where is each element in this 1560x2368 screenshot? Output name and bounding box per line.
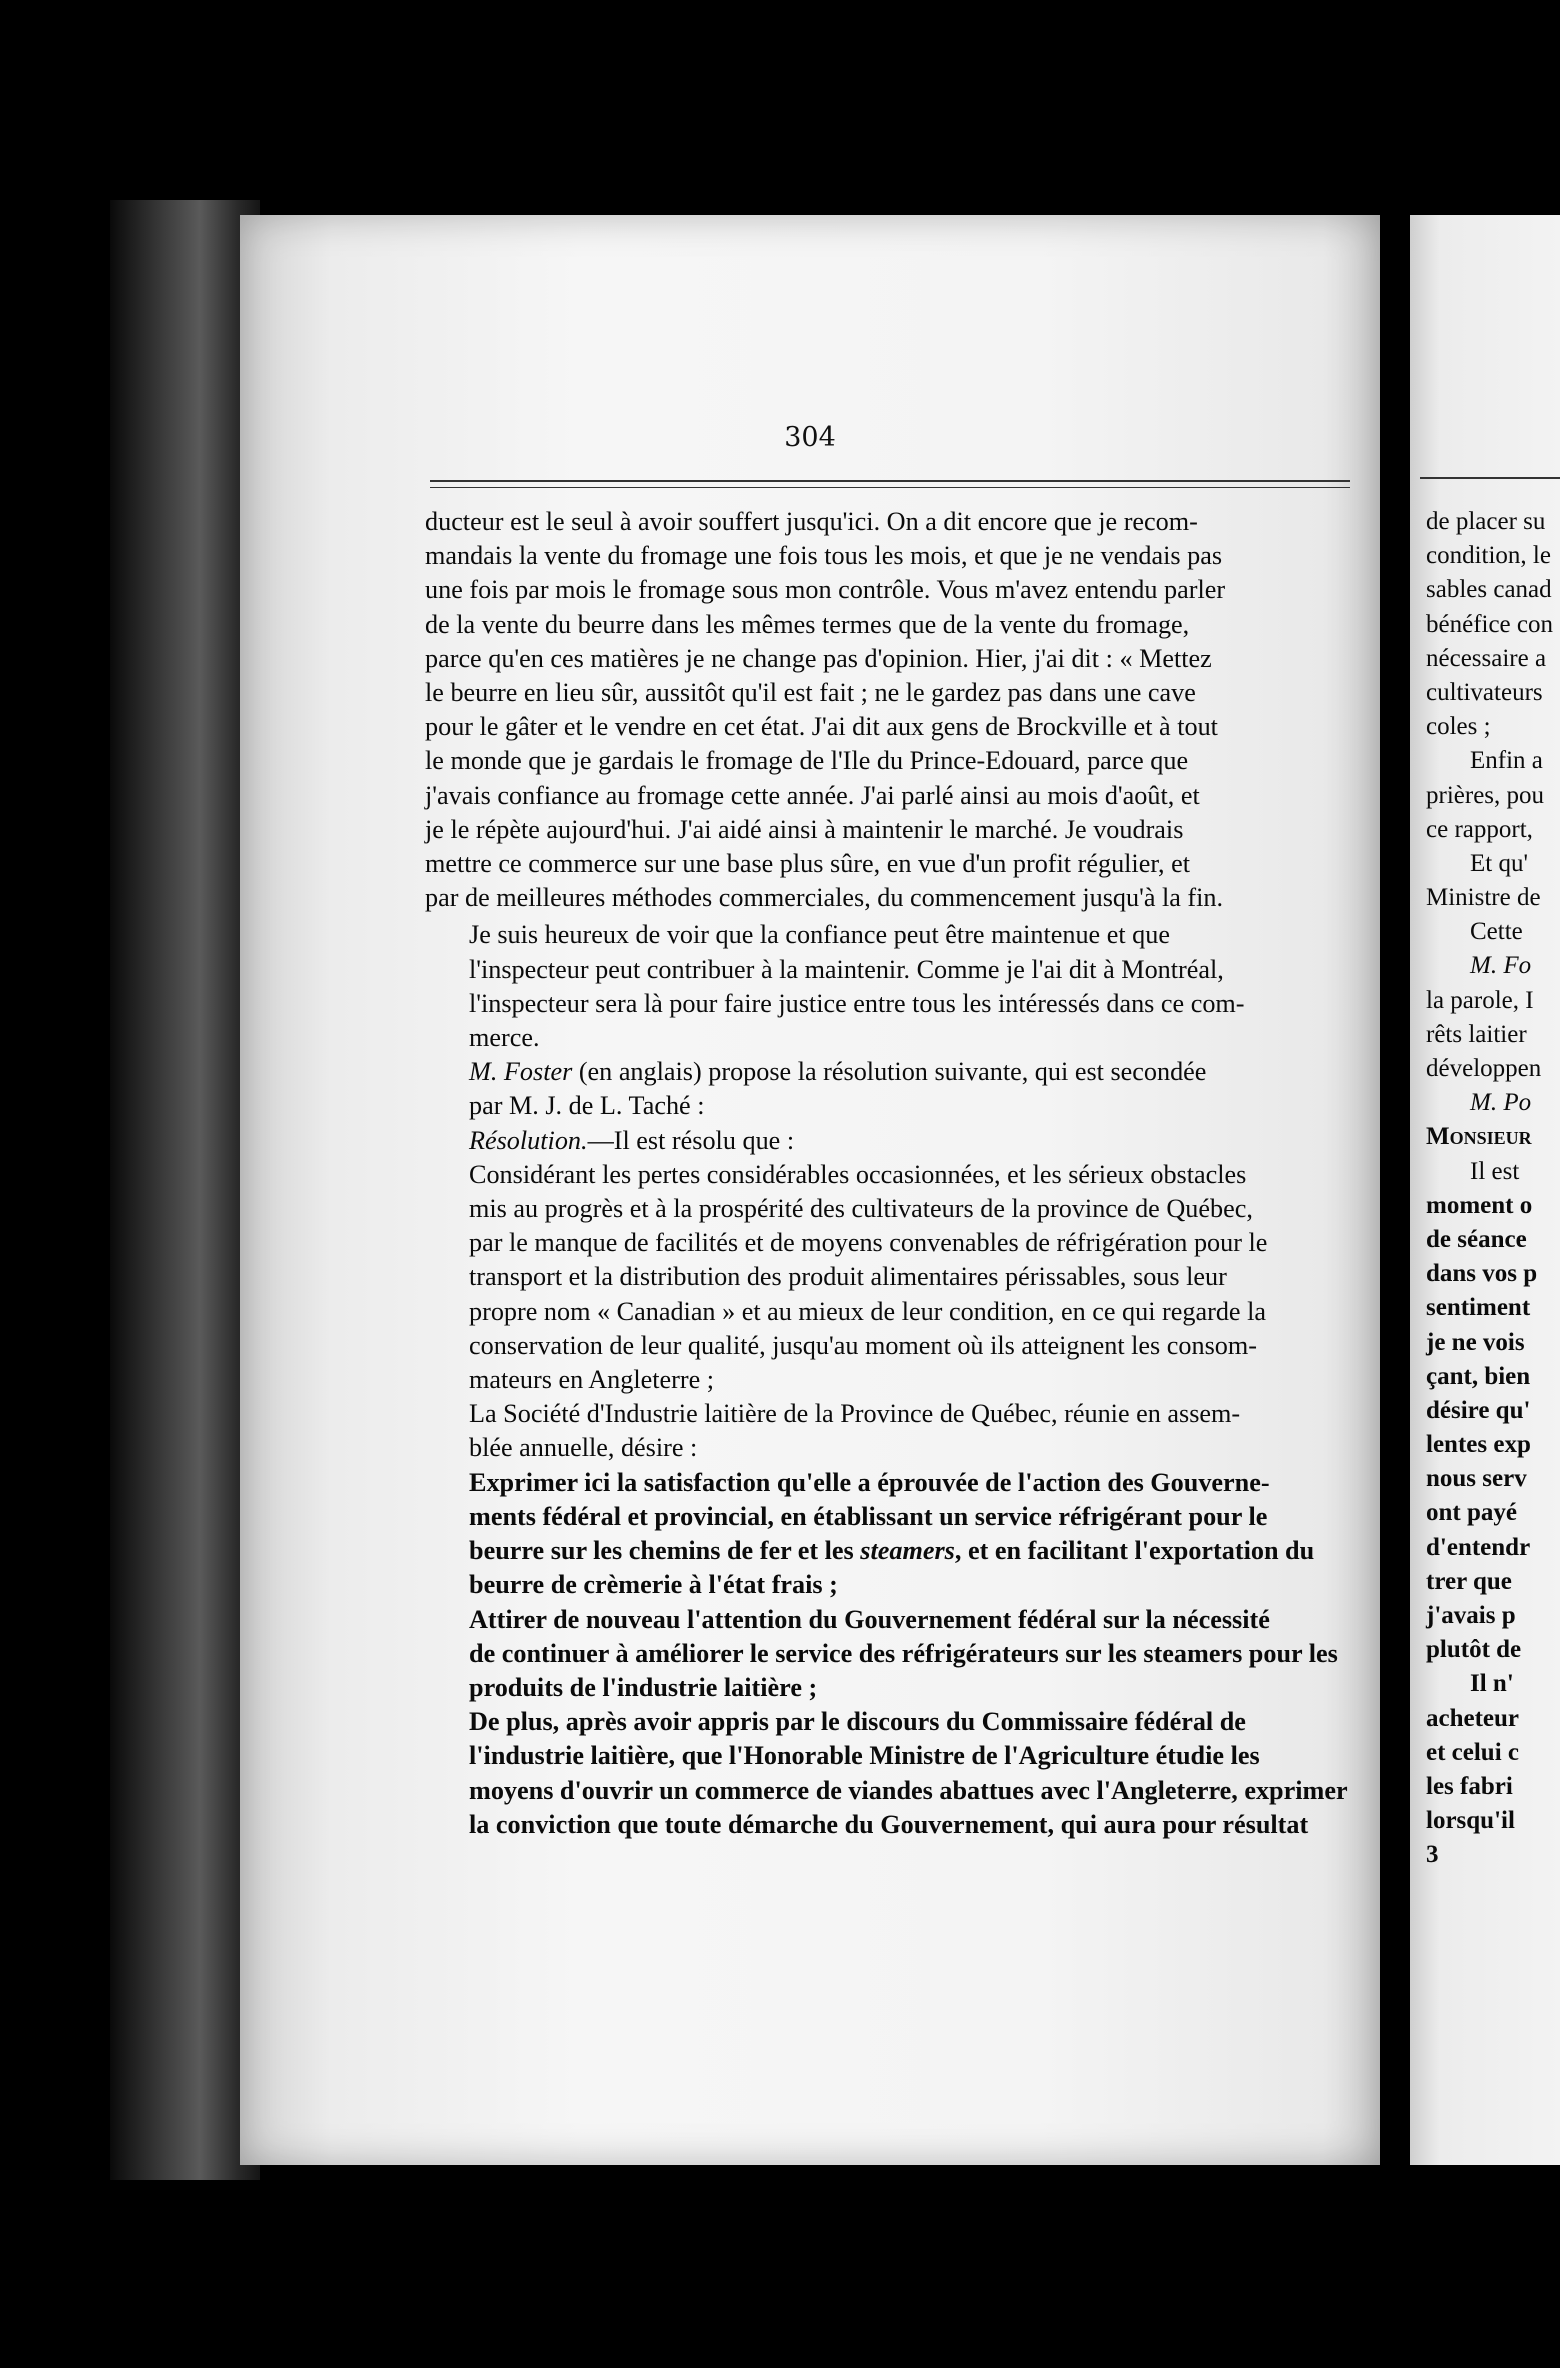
adjacent-text-line: çant, bien [1426,1362,1531,1390]
paragraph-2 [425,918,1355,1055]
text-line: une fois par mois le fromage sous mon contrôle. Vous m'avez entendu parler [425,575,1226,605]
adjacent-text-line: Et qu' [1470,849,1528,877]
adjacent-text-line: ont payé [1426,1499,1517,1527]
adjacent-text-line: coles ; [1426,713,1491,741]
adjacent-text-line: d'entendr [1426,1533,1531,1561]
italic-word: steamers [860,1536,955,1566]
paragraph-5 [425,1158,1355,1397]
text-line: de continuer à améliorer le service des réfrigérateurs sur les steamers pour les [469,1638,1338,1668]
text-line: l'inspecteur peut contribuer à la maintenir. Comme je l'ai dit à Montréal, [469,954,1224,984]
text-line: le monde que je gardais le fromage de l'Ile du Prince-Edouard, parce que [425,746,1189,776]
text-line: mateurs en Angleterre ; [469,1365,715,1395]
text-line: par le manque de facilités et de moyens convenables de réfrigération pour le [469,1228,1268,1258]
page-body [425,505,1355,1842]
adjacent-page-text [1426,505,1560,1873]
text-line: Considérant les pertes considérables occasionnées, et les sérieux obstacles [469,1159,1247,1189]
page-number: 304 [784,422,836,453]
text-line: parce qu'en ces matières je ne change pas d'opinion. Hier, j'ai dit : « Mettez [425,643,1212,673]
adjacent-text-line: les fabri [1426,1772,1513,1800]
adjacent-text-line: condition, le [1426,542,1551,570]
adjacent-text-line: 3 [1426,1841,1439,1869]
text-line: moyens d'ouvrir un commerce de viandes abattues avec l'Angleterre, exprimer [469,1775,1348,1805]
resolution-label: Résolution. [469,1125,588,1155]
text-line: le beurre en lieu sûr, aussitôt qu'il est fait ; ne le gardez pas dans une cave [425,678,1196,708]
text-line: la conviction que toute démarche du Gouvernement, qui aura pour résultat [469,1809,1309,1839]
text-line: produits de l'industrie laitière ; [469,1672,818,1702]
text-line: mettre ce commerce sur une base plus sûre, en vue d'un profit régulier, et [425,849,1190,879]
text-fragment: beurre sur les chemins de fer et les [469,1536,861,1566]
text-line: propre nom « Canadian » et au mieux de leur condition, en ce qui regarde la [469,1296,1266,1326]
header-rule [430,480,1350,482]
paragraph-9 [425,1705,1355,1842]
adjacent-text-line: ce rapport, [1426,815,1533,843]
text-line: conservation de leur qualité, jusqu'au moment où ils atteignent les consom- [469,1330,1257,1360]
text-line: ducteur est le seul à avoir souffert jusqu'ici. On a dit encore que je recom- [425,507,1198,536]
text-line: l'industrie laitière, que l'Honorable Ministre de l'Agriculture étudie les [469,1741,1260,1771]
paragraph-4 [425,1124,1355,1158]
paragraph-7 [425,1466,1355,1603]
paragraph-1 [425,505,1355,915]
adjacent-text-line: Monsieur [1426,1123,1532,1151]
adjacent-text-line: Cette [1470,918,1523,946]
adjacent-text-line: Ministre de [1426,884,1541,912]
book-page [240,215,1380,2165]
text-line: j'avais confiance au fromage cette année. J'ai parlé ainsi au mois d'août, et [425,780,1200,810]
text-line: par M. J. de L. Taché : [469,1091,705,1121]
text-fragment: , et en facilitant l'exportation du [954,1536,1315,1566]
text-line: De plus, après avoir appris par le discours du Commissaire fédéral de [469,1707,1246,1737]
adjacent-text-line: M. Fo [1470,952,1532,980]
adjacent-header-rule [1420,477,1560,479]
text-line: pour le gâter et le vendre en cet état. J'ai dit aux gens de Brockville et à tout [425,712,1218,742]
adjacent-text-line: prières, pou [1426,781,1545,809]
adjacent-text-line: lorsqu'il [1426,1807,1515,1835]
book-spine [110,200,260,2180]
paragraph-3 [425,1055,1355,1123]
speaker-name: M. Foster [469,1057,573,1087]
adjacent-text-line: et celui c [1426,1738,1520,1766]
adjacent-text-line: nécessaire a [1426,644,1547,672]
adjacent-text-line: désire qu' [1426,1396,1531,1424]
text-line: blée annuelle, désire : [469,1433,698,1463]
adjacent-text-line: Il n' [1470,1670,1514,1698]
text-line: transport et la distribution des produit alimentaires périssables, sous leur [469,1262,1227,1292]
adjacent-text-line: bénéfice con [1426,610,1554,638]
text-line: Attirer de nouveau l'attention du Gouvernement fédéral sur la nécessité [469,1604,1270,1634]
text-line: mandais la vente du fromage une fois tous les mois, et que je ne vendais pas [425,541,1223,571]
adjacent-text-line: la parole, I [1426,986,1534,1014]
paragraph-8 [425,1603,1355,1706]
adjacent-page [1410,215,1560,2165]
text-line: l'inspecteur sera là pour faire justice entre tous les intéressés dans ce com- [469,988,1245,1018]
adjacent-text-line: rêts laitier [1426,1020,1527,1048]
text-line: (en anglais) propose la résolution suivante, qui est secondée [572,1057,1207,1087]
text-line: —Il est résolu que : [587,1125,795,1155]
adjacent-text-line: j'avais p [1426,1602,1516,1629]
adjacent-text-line: nous serv [1426,1465,1527,1493]
text-line: Exprimer ici la satisfaction qu'elle a éprouvée de l'action des Gouverne- [469,1467,1270,1497]
text-line [425,1534,1355,1568]
adjacent-text-line: de séance [1426,1225,1527,1253]
text-line: merce. [469,1023,540,1053]
adjacent-text-line: sentiment [1426,1294,1531,1322]
adjacent-text-line: trer que [1426,1567,1512,1595]
adjacent-text-line: sables canad [1426,576,1552,604]
adjacent-text-line: dans vos p [1426,1260,1538,1288]
adjacent-text-line: acheteur [1426,1704,1520,1732]
adjacent-text-line: développen [1426,1055,1542,1082]
adjacent-text-line: cultivateurs [1426,678,1543,706]
adjacent-text-line: Il est [1470,1157,1520,1185]
adjacent-text-line: je ne vois [1426,1328,1525,1356]
paragraph-6 [425,1397,1355,1465]
adjacent-text-line: Enfin a [1470,747,1543,775]
text-line: par de meilleures méthodes commerciales, du commencement jusqu'à la fin. [425,883,1224,913]
text-line: beurre de crèmerie à l'état frais ; [469,1570,838,1600]
header-rule-thin [430,487,1350,488]
text-line: je le répète aujourd'hui. J'ai aidé ainsi à maintenir le marché. Je voudrais [425,814,1184,844]
adjacent-text-line: M. Po [1470,1089,1532,1117]
adjacent-text-line: plutôt de [1426,1636,1522,1664]
text-line: mis au progrès et à la prospérité des cultivateurs de la province de Québec, [469,1194,1253,1224]
text-line: Je suis heureux de voir que la confiance peut être maintenue et que [469,920,1170,950]
text-line: La Société d'Industrie laitière de la Province de Québec, réunie en assem- [469,1399,1241,1429]
adjacent-text-line: lentes exp [1426,1431,1531,1459]
adjacent-text-line: de placer su [1426,508,1546,535]
text-line: de la vente du beurre dans les mêmes termes que de la vente du fromage, [425,609,1190,639]
adjacent-text-line: moment o [1426,1191,1533,1219]
text-line: ments fédéral et provincial, en établissant un service réfrigérant pour le [469,1501,1268,1531]
